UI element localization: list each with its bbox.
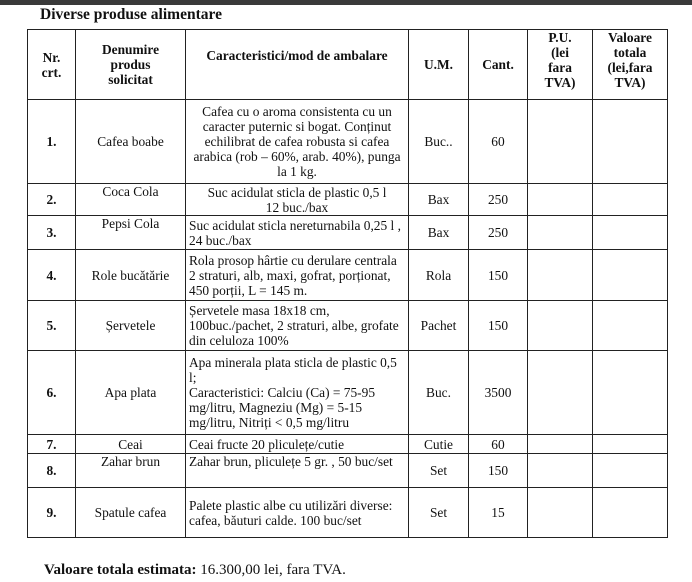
header-total: Valoare totala (lei,fara TVA) [593, 30, 668, 100]
row-qty: 150 [469, 250, 528, 301]
row-name: Zahar brun [76, 454, 186, 488]
row-pu [528, 250, 593, 301]
row-um: Buc. [409, 351, 469, 435]
header-name: Denumire produs solicitat [76, 30, 186, 100]
row-total [593, 454, 668, 488]
row-total [593, 351, 668, 435]
row-qty: 60 [469, 435, 528, 454]
row-name: Ceai [76, 435, 186, 454]
row-desc: Zahar brun, pliculețe 5 gr. , 50 buc/set [186, 454, 409, 488]
row-total [593, 435, 668, 454]
row-pu [528, 435, 593, 454]
row-qty: 250 [469, 184, 528, 216]
table-row [28, 454, 668, 488]
row-nr: 1. [28, 100, 76, 184]
header-qty: Cant. [469, 30, 528, 100]
row-qty: 150 [469, 454, 528, 488]
row-um: Buc.. [409, 100, 469, 184]
row-pu [528, 454, 593, 488]
row-desc: Ceai fructe 20 pliculețe/cutie [186, 435, 409, 454]
estimated-total-value: 16.300,00 lei, fara TVA. [200, 562, 346, 578]
row-qty: 60 [469, 100, 528, 184]
products-table [27, 29, 668, 538]
row-pu [528, 488, 593, 538]
row-name: Pepsi Cola [76, 216, 186, 250]
table-row [28, 488, 668, 538]
row-qty: 3500 [469, 351, 528, 435]
row-pu [528, 351, 593, 435]
header-desc: Caracteristici/mod de ambalare [186, 30, 409, 100]
row-name: Spatule cafea [76, 488, 186, 538]
row-nr: 9. [28, 488, 76, 538]
estimated-total [44, 562, 346, 579]
row-total [593, 100, 668, 184]
header-nr: Nr. crt. [28, 30, 76, 100]
row-name: Șervetele [76, 301, 186, 351]
table-row [28, 301, 668, 351]
table-row [28, 351, 668, 435]
row-pu [528, 184, 593, 216]
row-nr: 6. [28, 351, 76, 435]
row-total [593, 184, 668, 216]
row-pu [528, 301, 593, 351]
table-row [28, 216, 668, 250]
row-desc: Suc acidulat sticla de plastic 0,5 l 12 buc./bax [186, 184, 409, 216]
header-um: U.M. [409, 30, 469, 100]
row-um: Set [409, 454, 469, 488]
row-total [593, 488, 668, 538]
row-name: Cafea boabe [76, 100, 186, 184]
row-um: Bax [409, 184, 469, 216]
row-pu [528, 100, 593, 184]
estimated-total-label: Valoare totala estimata: [44, 562, 197, 578]
table-header-row [28, 30, 668, 100]
header-pu: P.U. (lei fara TVA) [528, 30, 593, 100]
row-nr: 2. [28, 184, 76, 216]
row-qty: 150 [469, 301, 528, 351]
row-total [593, 250, 668, 301]
table-row [28, 100, 668, 184]
row-total [593, 301, 668, 351]
row-um: Pachet [409, 301, 469, 351]
row-name: Coca Cola [76, 184, 186, 216]
row-desc: Palete plastic albe cu utilizări diverse: cafea, băuturi calde. 100 buc/set [186, 488, 409, 538]
row-desc: Suc acidulat sticla nereturnabila 0,25 l , 24 buc./bax [186, 216, 409, 250]
row-qty: 250 [469, 216, 528, 250]
table-row [28, 250, 668, 301]
top-border-bar [0, 0, 692, 5]
row-nr: 4. [28, 250, 76, 301]
row-name: Role bucătărie [76, 250, 186, 301]
row-um: Set [409, 488, 469, 538]
row-nr: 8. [28, 454, 76, 488]
row-nr: 3. [28, 216, 76, 250]
row-nr: 7. [28, 435, 76, 454]
row-um: Cutie [409, 435, 469, 454]
table-row [28, 184, 668, 216]
row-name: Apa plata [76, 351, 186, 435]
row-desc: Apa minerala plata sticla de plastic 0,5 l; Caracteristici: Calciu (Ca) = 75-95 mg/litru, Magneziu (Mg) = 5-15 mg/litru, Nitriți < 0,5 mg/litru [186, 351, 409, 435]
row-pu [528, 216, 593, 250]
row-total [593, 216, 668, 250]
section-heading: Diverse produse alimentare [40, 6, 222, 23]
row-qty: 15 [469, 488, 528, 538]
row-desc: Rola prosop hârtie cu derulare centrala 2 straturi, alb, maxi, gofrat, porționat, 450 porții, L = 145 m. [186, 250, 409, 301]
row-um: Rola [409, 250, 469, 301]
row-desc: Șervetele masa 18x18 cm, 100buc./pachet, 2 straturi, albe, grofate din celuloza 100% [186, 301, 409, 351]
row-um: Bax [409, 216, 469, 250]
row-nr: 5. [28, 301, 76, 351]
table-row [28, 435, 668, 454]
row-desc: Cafea cu o aroma consistenta cu un caracter puternic si bogat. Conținut echilibrat de cafea robusta si cafea arabica (rob – 60%, arab. 40%), punga la 1 kg. [186, 100, 409, 184]
